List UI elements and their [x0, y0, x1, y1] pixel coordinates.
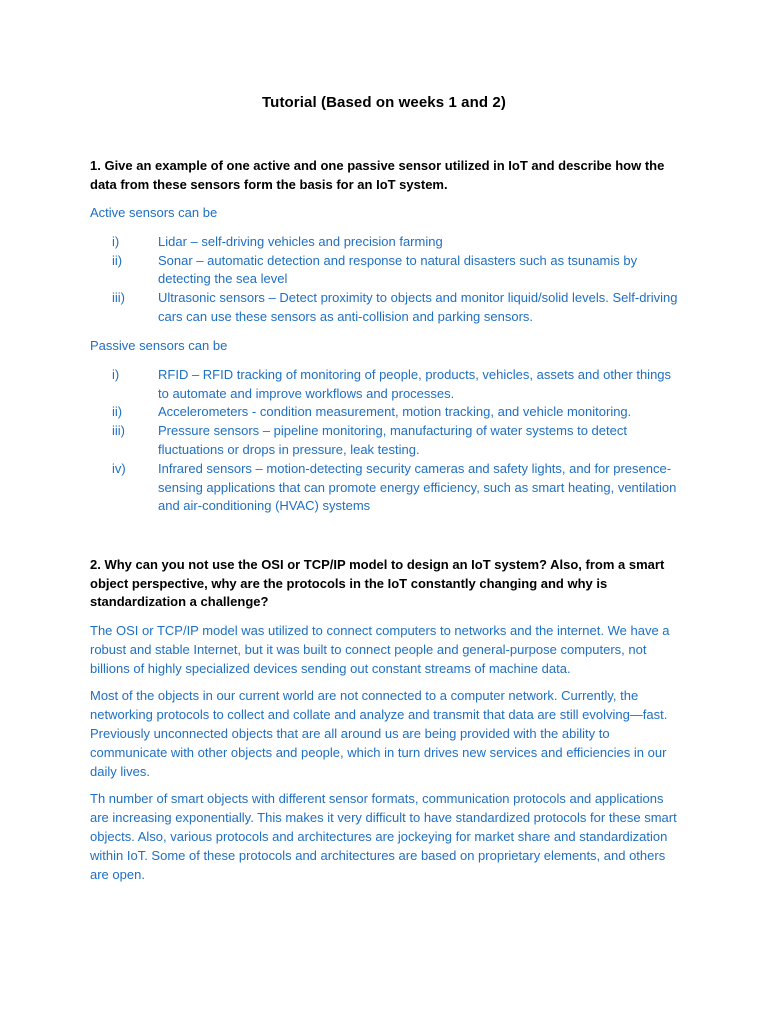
list-item [90, 289, 682, 327]
active-sensors-section [90, 204, 682, 327]
passive-sensors-intro: Passive sensors can be [90, 338, 228, 353]
active-sensors-intro: Active sensors can be [90, 205, 218, 220]
answer-2 [90, 622, 682, 884]
list-item [90, 366, 682, 404]
list-item [90, 252, 682, 290]
list-item-text: Lidar – self-driving vehicles and precision farming [158, 233, 443, 249]
list-item [90, 233, 682, 252]
list-item [90, 460, 682, 516]
page-title: Tutorial (Based on weeks 1 and 2) [262, 94, 506, 111]
answer-paragraph: Most of the objects in our current world are not connected to a computer network. Currently, the networking protocols to collect and collate and analyze and transmit that data are still evolving—fast. Previously unconnected objects that are all around us are being provided with the ability to communicate with other objects and people, which in turn drives new services and efficiencies in our daily lives. [90, 688, 668, 779]
list-item-text: Infrared sensors – motion-detecting security cameras and safety lights, and for presence-sensing applications that can promote energy efficiency, such as smart heating, ventilation and air-conditioning (HVAC) systems [158, 460, 677, 514]
list-item-text: Pressure sensors – pipeline monitoring, manufacturing of water systems to detect fluctuations or drops in pressure, leak testing. [158, 423, 627, 457]
list-item-text: Ultrasonic sensors – Detect proximity to objects and monitor liquid/solid levels. Self-driving cars can use these sensors as anti-collision and parking sensors. [158, 290, 678, 324]
list-item-number: i) [112, 233, 120, 249]
list-item-text: RFID – RFID tracking of monitoring of people, products, vehicles, assets and other things to automate and improve workflows and processes. [158, 366, 672, 401]
list-item-number: i) [112, 366, 120, 382]
active-sensors-list [90, 233, 682, 327]
list-item-text: Accelerometers - condition measurement, motion tracking, and vehicle monitoring. [158, 404, 632, 420]
list-item-number: iii) [112, 290, 125, 306]
list-item-number: ii) [112, 404, 123, 420]
list-item-number: iii) [112, 423, 125, 439]
list-item [90, 403, 682, 422]
list-item [90, 422, 682, 460]
passive-sensors-section [90, 337, 682, 516]
question-1: 1. Give an example of one active and one passive sensor utilized in IoT and describe how the data from these sensors form the basis for an IoT system. [90, 158, 665, 192]
list-item-text: Sonar – automatic detection and response to natural disasters such as tsunamis by detecting the sea level [158, 252, 638, 287]
question-2: 2. Why can you not use the OSI or TCP/IP model to design an IoT system? Also, from a smart object perspective, why are the protocols in the IoT constantly changing and why is standardization a challenge? [90, 557, 665, 609]
answer-paragraph: The OSI or TCP/IP model was utilized to connect computers to networks and the internet. We have a robust and stable Internet, but it was built to connect people and general-purpose computers, not billions of highly specialized devices sending out constant streams of machine data. [90, 623, 670, 676]
answer-paragraph: Th number of smart objects with different sensor formats, communication protocols and applications are increasing exponentially. This makes it very difficult to have standardized protocols for these smart objects. Also, various protocols and architectures are jockeying for market share and standardization within IoT. Some of these protocols and architectures are based on proprietary elements, and others are open. [90, 791, 677, 882]
list-item-number: ii) [112, 252, 123, 268]
passive-sensors-list [90, 366, 682, 516]
list-item-number: iv) [112, 460, 126, 476]
